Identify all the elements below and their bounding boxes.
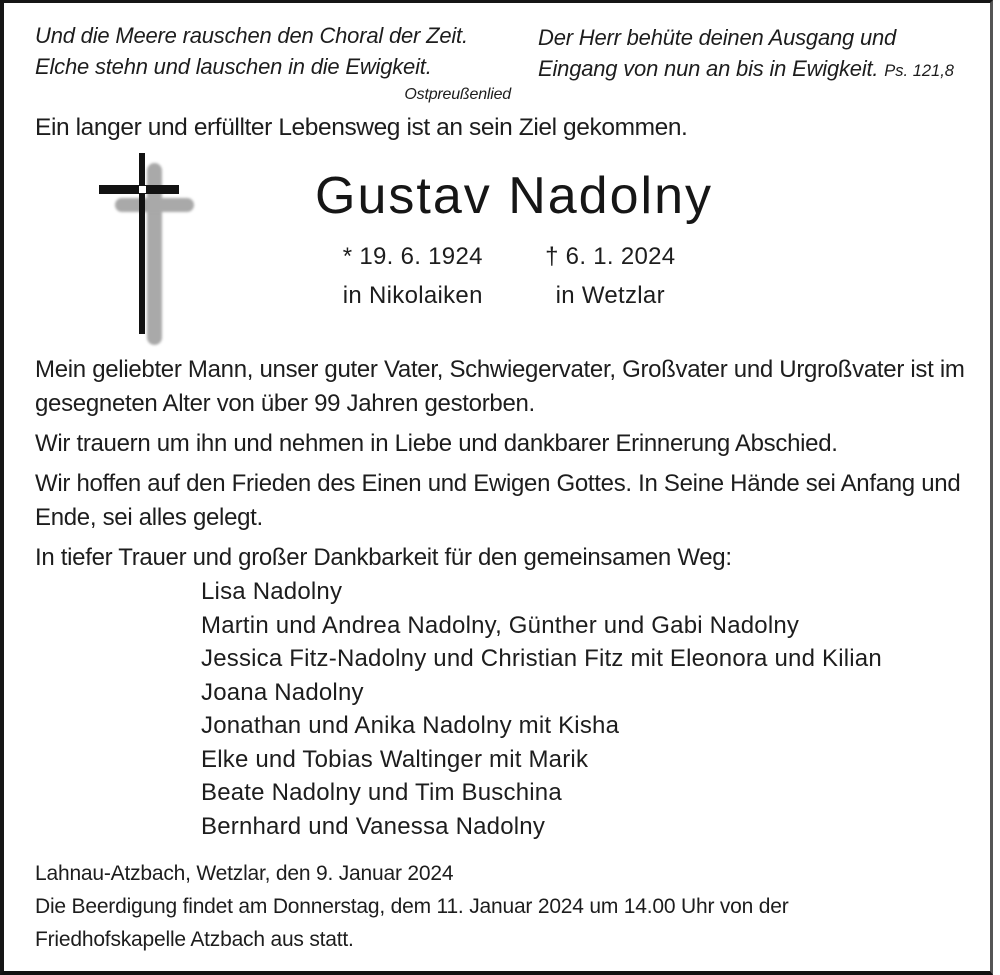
mourner-name: Jonathan und Anika Nadolny mit Kisha (201, 712, 620, 739)
epigraph-line: Elche stehn und lauschen in die Ewigkeit. (35, 54, 432, 79)
birth-info (314, 242, 512, 311)
funeral-notice: Die Beerdigung findet am Donnerstag, dem 11. Januar 2024 um 14.00 Uhr von der Friedhofskapelle Atzbach aus statt. (35, 895, 789, 951)
psalm-citation: Ps. 121,8 (884, 62, 954, 80)
epigraph-attribution: Ostpreußenlied (404, 86, 511, 103)
body-paragraph: Mein geliebter Mann, unser guter Vater, Schwiegervater, Großvater und Urgroßvater ist im gesegneten Alter von über 99 Jahren gestorben. (35, 356, 965, 417)
birth-place: in Nikolaiken (342, 282, 483, 309)
mourner-name: Jessica Fitz-Nadolny und Christian Fitz mit Eleonora und Kilian (201, 645, 882, 672)
death-place: in Wetzlar (555, 282, 665, 309)
cross-center-square (139, 186, 146, 193)
place-date-line: Lahnau-Atzbach, Wetzlar, den 9. Januar 2024 (35, 862, 454, 885)
mourning-intro: In tiefer Trauer und großer Dankbarkeit für den gemeinsamen Weg: (35, 544, 732, 571)
life-dates (314, 242, 709, 311)
epigraph-line (538, 53, 970, 87)
mourner-name: Bernhard und Vanessa Nadolny (201, 812, 546, 840)
body-paragraph: Wir hoffen auf den Frieden des Einen und Ewigen Gottes. In Seine Hände sei Anfang und Ende, sei alles gelegt. (35, 470, 961, 531)
mourners-list (201, 575, 967, 843)
epigraph-line-text: Eingang von nun an bis in Ewigkeit. (538, 56, 879, 81)
mourner-name: Martin und Andrea Nadolny, Günther und Gabi Nadolny (201, 611, 800, 639)
cross-shadow-horizontal-bar (115, 198, 194, 212)
epigraph-line: Und die Meere rauschen den Choral der Zeit. (35, 23, 468, 48)
death-info (512, 242, 710, 311)
death-date: † 6. 1. 2024 (545, 243, 676, 270)
mourner-name: Joana Nadolny (201, 678, 364, 706)
epigraph-left (35, 20, 511, 106)
mourner-name: Beate Nadolny und Tim Buschina (201, 779, 562, 806)
cross-vertical-bar (139, 153, 145, 334)
body-paragraph: Wir trauern um ihn und nehmen in Liebe und dankbarer Erinnerung Abschied. (35, 430, 838, 457)
deceased-name: Gustav Nadolny (315, 167, 713, 225)
birth-date: * 19. 6. 1924 (342, 243, 483, 270)
epigraph-right (538, 22, 970, 87)
opening-line: Ein langer und erfüllter Lebensweg ist an sein Ziel gekommen. (35, 114, 688, 141)
mourner-name: Elke und Tobias Waltinger mit Marik (201, 745, 589, 773)
epigraph-line: Der Herr behüte deinen Ausgang und (538, 25, 897, 50)
mourner-name: Lisa Nadolny (201, 578, 343, 605)
cross-icon (96, 149, 206, 354)
obituary-body (35, 353, 967, 962)
